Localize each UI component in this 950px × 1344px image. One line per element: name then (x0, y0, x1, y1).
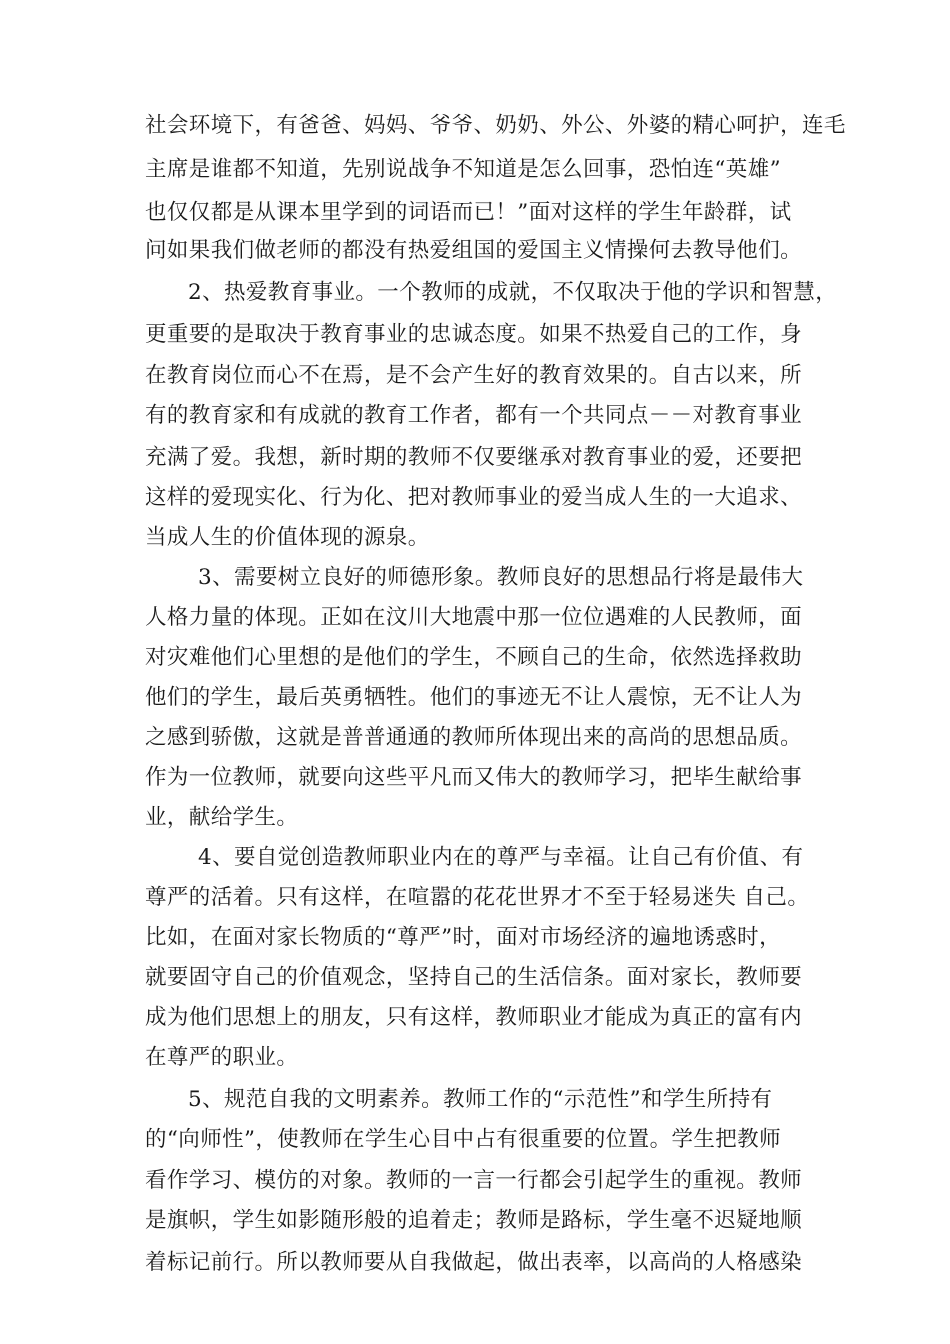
text-line: 有的教育家和有成就的教育工作者，都有一个共同点－－对教育事业 (145, 403, 803, 428)
text-line: 的“向师性”，使教师在学生心目中占有很重要的位置。学生把教师 (145, 1127, 781, 1152)
text-line: 作为一位教师，就要向这些平凡而又伟大的教师学习，把毕生献给事 (145, 765, 803, 790)
text-line: 当成人生的价值体现的源泉。 (145, 525, 430, 550)
paragraph-4-first-line: 4、要自觉创造教师职业内在的尊严与幸福。让自己有价值、有 (198, 845, 804, 870)
text-line: 主席是谁都不知道，先别说战争不知道是怎么回事，恐怕连“英雄” (145, 157, 781, 182)
paragraph-3-first-line: 3、需要树立良好的师德形象。教师良好的思想品行将是最伟大 (198, 565, 804, 590)
text-line: 就要固守自己的价值观念，坚持自己的生活信条。面对家长，教师要 (145, 965, 803, 990)
text-line: 人格力量的体现。正如在汶川大地震中那一位位遇难的人民教师，面 (145, 605, 803, 630)
paragraph-2-first-line: 2、热爱教育事业。一个教师的成就，不仅取决于他的学识和智慧， (188, 280, 838, 305)
text-line: 对灾难他们心里想的是他们的学生，不顾自己的生命，依然选择救助 (145, 645, 803, 670)
text-line: 问如果我们做老师的都没有热爱组国的爱国主义情操何去教导他们。 (145, 238, 803, 263)
text-line: 他们的学生，最后英勇牺牲。他们的事迹无不让人震惊，无不让人为 (145, 685, 803, 710)
text-line: 是旗帜，学生如影随形般的追着走；教师是路标，学生毫不迟疑地顺 (145, 1208, 803, 1233)
text-line: 在教育岗位而心不在焉，是不会产生好的教育效果的。自古以来，所 (145, 363, 803, 388)
text-line: 着标记前行。所以教师要从自我做起，做出表率，以高尚的人格感染 (145, 1250, 803, 1275)
text-line: 更重要的是取决于教育事业的忠诚态度。如果不热爱自己的工作，身 (145, 322, 803, 347)
paragraph-5-first-line: 5、规范自我的文明素养。教师工作的“示范性”和学生所持有 (188, 1087, 773, 1112)
text-line: 之感到骄傲，这就是普普通通的教师所体现出来的高尚的思想品质。 (145, 725, 803, 750)
text-line: 社会环境下，有爸爸、妈妈、爷爷、奶奶、外公、外婆的精心呵护，连毛 (145, 113, 846, 138)
text-line: 也仅仅都是从课本里学到的词语而已！”面对这样的学生年龄群，试 (145, 200, 792, 225)
text-line: 在尊严的职业。 (145, 1045, 299, 1070)
text-line: 这样的爱现实化、行为化、把对教师事业的爱当成人生的一大追求、 (145, 485, 803, 510)
text-line: 比如，在面对家长物质的“尊严”时，面对市场经济的遍地诱惑时， (145, 925, 781, 950)
text-line: 充满了爱。我想，新时期的教师不仅要继承对教育事业的爱，还要把 (145, 445, 803, 470)
text-line: 业，献给学生。 (145, 805, 299, 830)
text-line: 成为他们思想上的朋友，只有这样，教师职业才能成为真正的富有内 (145, 1005, 803, 1030)
text-line: 尊严的活着。只有这样，在喧嚣的花花世界才不至于轻易迷失 自己。 (145, 885, 810, 910)
text-line: 看作学习、模仿的对象。教师的一言一行都会引起学生的重视。教师 (145, 1168, 803, 1193)
